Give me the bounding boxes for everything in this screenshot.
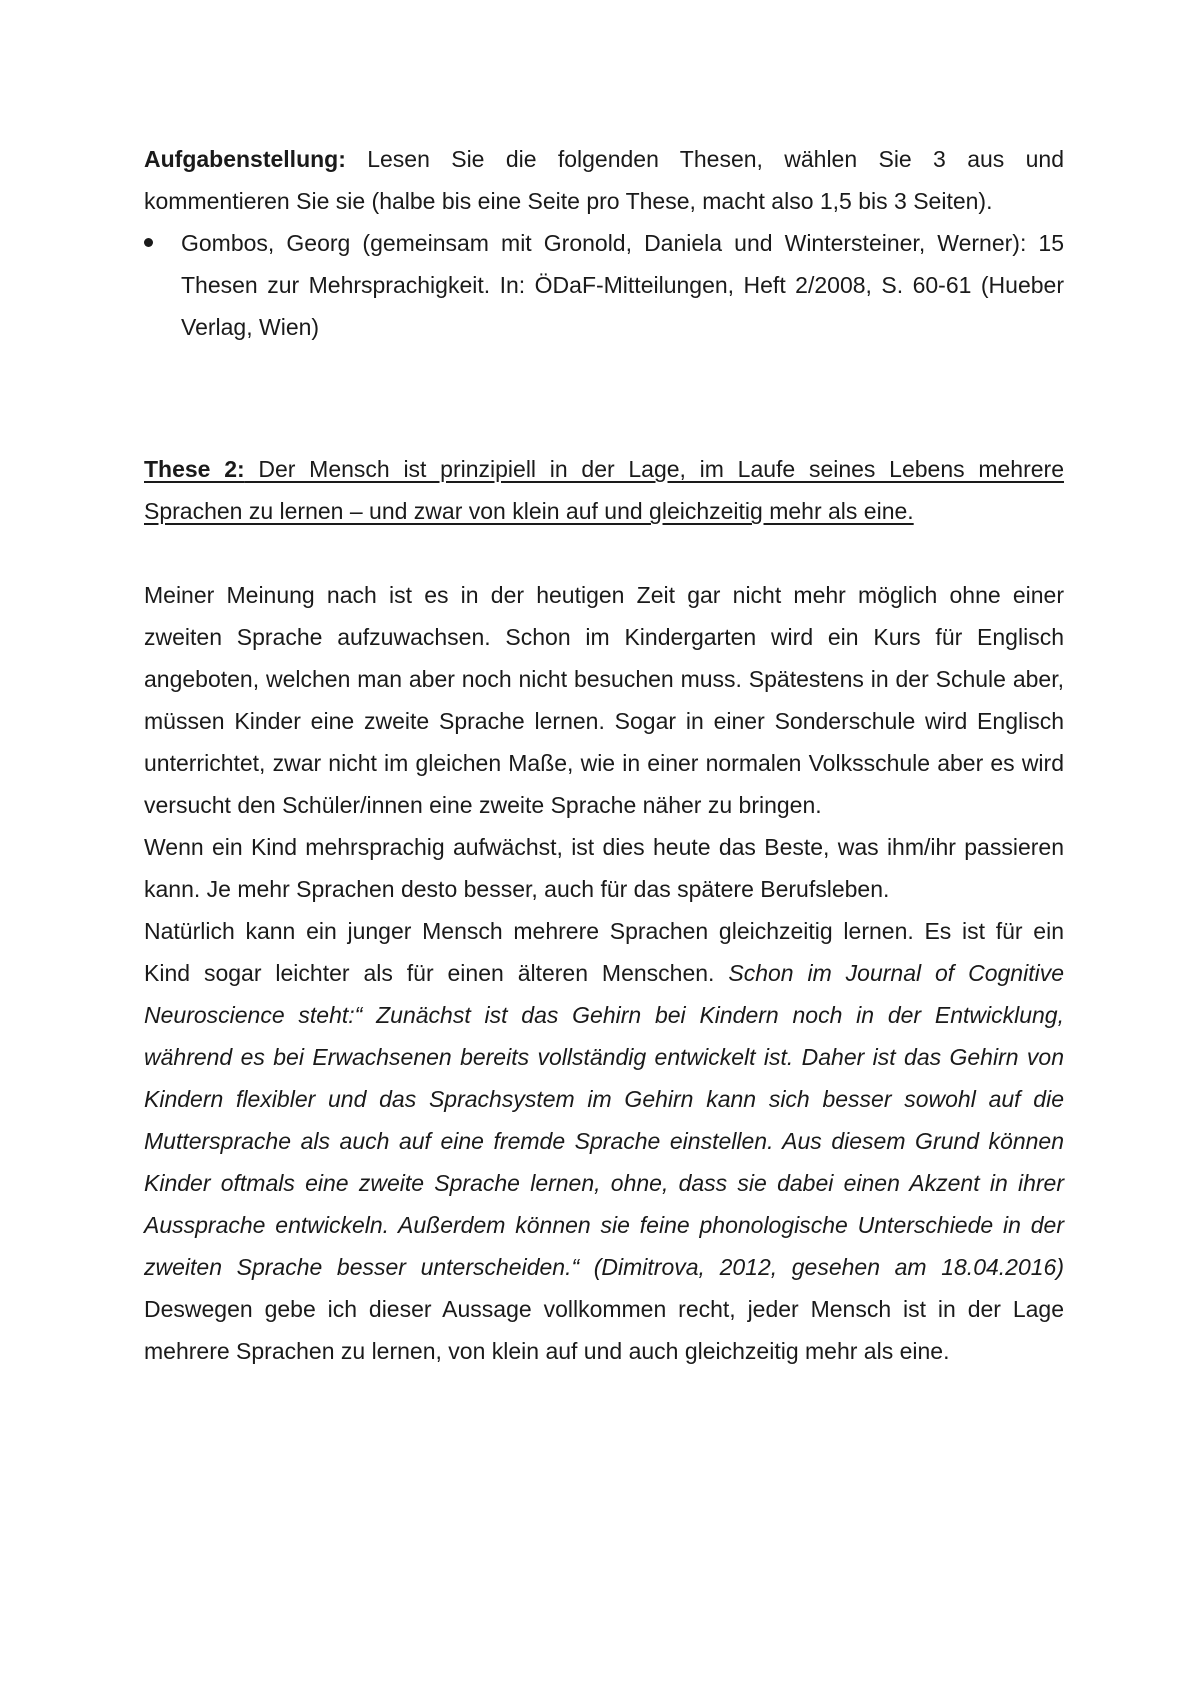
body-paragraph-3: [144, 910, 1064, 1372]
spacer: [144, 532, 1064, 574]
body-paragraph-2: Wenn ein Kind mehrsprachig aufwächst, ist dies heute das Beste, was ihm/ihr passieren kann. Je mehr Sprachen desto besser, auch für das spätere Berufsleben.: [144, 834, 1064, 902]
journal-quote: Schon im Journal of Cognitive Neuroscience steht:“ Zunächst ist das Gehirn bei Kindern noch in der Entwicklung, während es bei Erwachsenen bereits vollständig entwickelt ist. Daher ist das Gehirn von Kindern flexibler und das Sprachsystem im Gehirn kann sich besser sowohl auf die Muttersprache als auch auf eine fremde Sprache einstellen. Aus diesem Grund können Kinder oftmals eine zweite Sprache lernen, ohne, dass sie dabei einen Akzent in ihrer Aussprache entwickeln. Außerdem können sie feine phonologische Unterschiede in der zweiten Sprache besser unterscheiden.“ (Dimitrova, 2012, gesehen am 18.04.2016): [144, 960, 1064, 1280]
list-item: [144, 222, 1064, 348]
body-paragraph-3-intro: Natürlich kann ein junger Mensch mehrere Sprachen gleichzeitig lernen. Es ist für ein Kind sogar leichter als für einen älteren Menschen.: [144, 918, 1064, 986]
body-paragraph-1: Meiner Meinung nach ist es in der heutigen Zeit gar nicht mehr möglich ohne einer zweiten Sprache aufzuwachsen. Schon im Kindergarten wird ein Kurs für Englisch angeboten, welchen man aber noch nicht besuchen muss. Spätestens in der Schule aber, müssen Kinder eine zweite Sprache lernen. Sogar in einer Sonderschule wird Englisch unterrichtet, zwar nicht im gleichen Maße, wie in einer normalen Volksschule aber es wird versucht den Schüler/innen eine zweite Sprache näher zu bringen.: [144, 582, 1064, 818]
task-paragraph: [144, 138, 1064, 222]
spacer: [144, 348, 1064, 448]
body-paragraph-3-outro: Deswegen gebe ich dieser Aussage vollkommen recht, jeder Mensch ist in der Lage mehrere Sprachen zu lernen, von klein auf und auch gleichzeitig mehr als eine.: [144, 1296, 1064, 1364]
task-label: Aufgabenstellung:: [144, 146, 346, 172]
reference-list: [144, 222, 1064, 348]
bullet-icon: [144, 238, 153, 247]
thesis-heading: [144, 448, 1064, 532]
task-text: Lesen Sie die folgenden Thesen, wählen Sie 3 aus und kommentieren Sie sie (halbe bis eine Seite pro These, macht also 1,5 bis 3 Seiten).: [144, 146, 1064, 214]
thesis-text: Der Mensch ist prinzipiell in der Lage, im Laufe seines Lebens mehrere Sprachen zu lernen – und zwar von klein auf und gleichzeitig mehr als eine.: [144, 456, 1064, 524]
thesis-label: These 2:: [144, 456, 245, 482]
document-page: [144, 138, 1064, 1372]
reference-text: Gombos, Georg (gemeinsam mit Gronold, Daniela und Wintersteiner, Werner): 15 Thesen zur Mehrsprachigkeit. In: ÖDaF-Mitteilungen, Heft 2/2008, S. 60-61 (Hueber Verlag, Wien): [181, 230, 1064, 340]
